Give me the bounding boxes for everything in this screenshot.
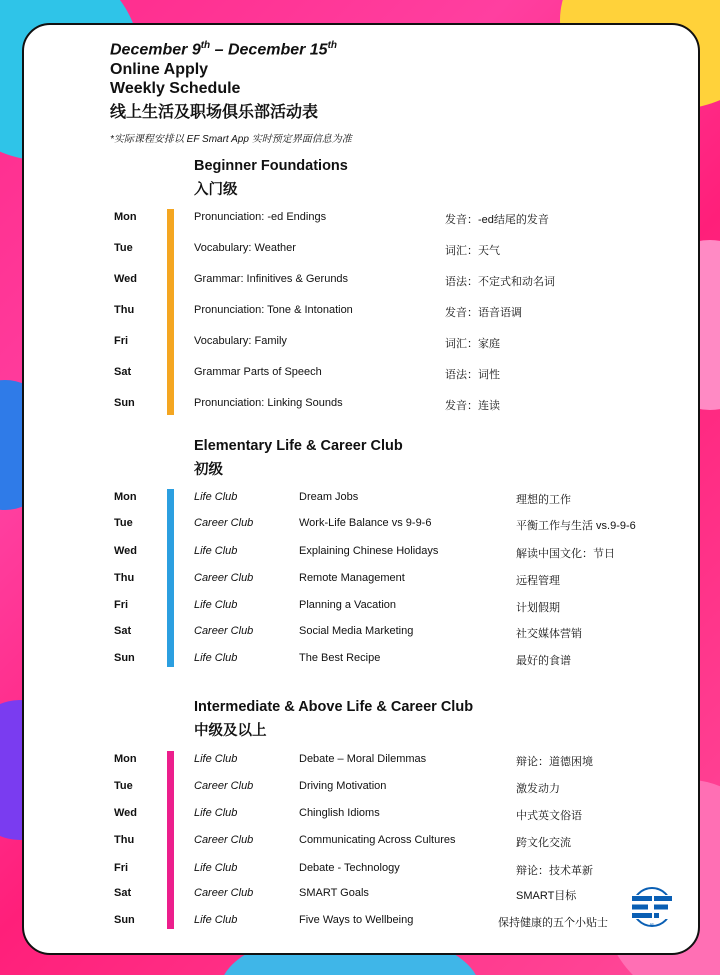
topic-chinese: 保持健康的五个小贴士 [498,917,608,929]
beginner-row [24,304,698,320]
club-label: Career Club [194,780,254,792]
topic-label: Social Media Marketing [299,625,414,637]
club-label: Life Club [194,652,238,664]
day-label: Mon [114,753,137,765]
beginner-section-title: Beginner Foundations [194,158,348,174]
elementary-row [24,491,698,507]
club-label: Career Club [194,834,254,846]
intermediate-section-title: Intermediate & Above Life & Career Club [194,699,474,715]
topic-label: Driving Motivation [299,780,387,792]
day-label: Tue [114,780,133,792]
topic-chinese: 辩论：道德困境 [516,756,593,768]
day-label: Mon [114,491,137,503]
svg-text:EF: EF [650,922,654,926]
header-line-chinese-title: 线上生活及职场俱乐部活动表 [110,104,319,121]
beginner-row [24,273,698,289]
topic-chinese: SMART目标 [516,890,577,902]
day-label: Tue [114,517,133,529]
day-label: Sat [114,887,132,899]
day-label: Sun [114,652,135,664]
topic-chinese: 最好的食谱 [516,655,571,667]
elementary-row [24,625,698,641]
header-line-weekly-schedule: Weekly Schedule [110,80,241,97]
day-label: Fri [114,335,129,347]
topic-label: Explaining Chinese Holidays [299,545,439,557]
day-label: Thu [114,572,135,584]
topic-label: Vocabulary: Weather [194,242,296,254]
intermediate-row [24,914,698,930]
date-range: December 9th – December 15th [110,40,338,59]
topic-chinese: 平衡工作与生活 vs.9-9-6 [516,520,636,532]
topic-chinese: 计划假期 [516,602,560,614]
club-label: Life Club [194,545,238,557]
header-line-online-apply: Online Apply [110,61,209,78]
topic-chinese: 发音：-ed结尾的发音 [445,214,549,226]
topic-label: SMART Goals [299,887,369,899]
club-label: Career Club [194,572,254,584]
topic-chinese: 词汇：家庭 [445,338,500,350]
club-label: Life Club [194,807,238,819]
day-label: Mon [114,211,137,223]
day-label: Tue [114,242,133,254]
day-label: Sun [114,914,135,926]
topic-chinese: 语法：不定式和动名词 [445,276,555,288]
club-label: Life Club [194,599,238,611]
day-label: Thu [114,304,135,316]
elementary-section-title: Elementary Life & Career Club [194,438,403,454]
topic-label: Debate – Moral Dilemmas [299,753,427,765]
day-label: Sun [114,397,135,409]
topic-label: Planning a Vacation [299,599,397,611]
topic-chinese: 中式英文俗语 [516,810,582,822]
schedule-card [22,23,700,955]
day-label: Wed [114,273,138,285]
club-label: Life Club [194,914,238,926]
elementary-row [24,599,698,615]
elementary-section-subtitle: 初级 [194,462,223,478]
topic-chinese: 理想的工作 [516,494,571,506]
topic-label: Dream Jobs [299,491,359,503]
topic-label: Grammar Parts of Speech [194,366,322,378]
beginner-row [24,242,698,258]
topic-label: Five Ways to Wellbeing [299,914,414,926]
ef-logo-icon [624,887,680,927]
day-label: Wed [114,545,138,557]
topic-label: Vocabulary: Family [194,335,287,347]
topic-chinese: 远程管理 [516,575,560,587]
beginner-section-subtitle: 入门级 [194,182,238,198]
club-label: Life Club [194,753,238,765]
topic-chinese: 发音：语音语调 [445,307,522,319]
topic-chinese: 跨文化交流 [516,837,571,849]
beginner-row [24,335,698,351]
topic-chinese: 语法：词性 [445,369,500,381]
club-label: Career Club [194,625,254,637]
elementary-row [24,572,698,588]
topic-chinese: 激发动力 [516,783,560,795]
elementary-row [24,652,698,668]
club-label: Life Club [194,862,238,874]
intermediate-row [24,834,698,850]
topic-chinese: 解读中国文化：节日 [516,548,615,560]
day-label: Sat [114,366,132,378]
beginner-row [24,211,698,227]
topic-label: Debate - Technology [299,862,400,874]
topic-label: Chinglish Idioms [299,807,380,819]
topic-chinese: 发音：连读 [445,400,500,412]
topic-chinese: 辩论：技术革新 [516,865,593,877]
club-label: Life Club [194,491,238,503]
elementary-row [24,517,698,533]
day-label: Thu [114,834,135,846]
topic-label: Remote Management [299,572,405,584]
intermediate-row [24,807,698,823]
topic-label: The Best Recipe [299,652,381,664]
header-note: *实际课程安排以 EF Smart App 实时预定界面信息为准 [110,134,352,145]
topic-label: Grammar: Infinitives & Gerunds [194,273,349,285]
topic-label: Work-Life Balance vs 9-9-6 [299,517,432,529]
topic-chinese: 社交媒体营销 [516,628,582,640]
topic-chinese: 词汇：天气 [445,245,500,257]
intermediate-row [24,862,698,878]
day-label: Fri [114,862,129,874]
beginner-row [24,397,698,413]
intermediate-row [24,887,698,903]
club-label: Career Club [194,887,254,899]
topic-label: Communicating Across Cultures [299,834,456,846]
intermediate-row [24,780,698,796]
beginner-row [24,366,698,382]
elementary-row [24,545,698,561]
day-label: Wed [114,807,138,819]
day-label: Sat [114,625,132,637]
topic-label: Pronunciation: Tone & Intonation [194,304,353,316]
club-label: Career Club [194,517,254,529]
day-label: Fri [114,599,129,611]
topic-label: Pronunciation: -ed Endings [194,211,327,223]
topic-label: Pronunciation: Linking Sounds [194,397,343,409]
intermediate-section-subtitle: 中级及以上 [194,723,267,739]
intermediate-row [24,753,698,769]
